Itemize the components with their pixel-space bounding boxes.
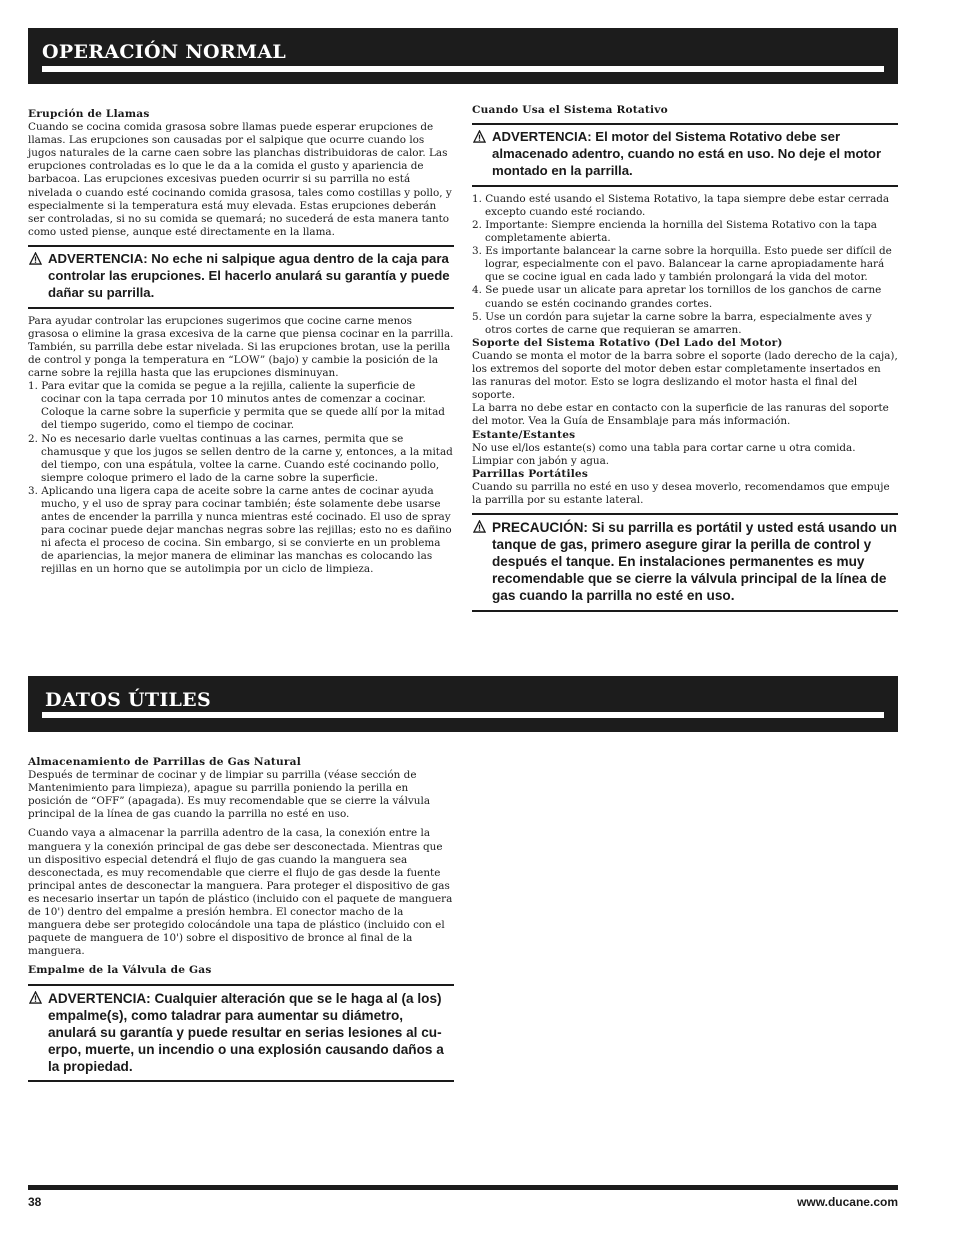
- paragraph: Cuando se cocina comida grasosa sobre llamas puede esperar erupciones de llamas. Las erupciones son causadas por el salpique que ocurre cuando los jugos naturales de la carne caen sobre las planchas distribuidoras de calor. Las erupciones controladas es lo que le da a la comida el gusto y apariencia de barbacoa. Las erupciones excesivas pueden ocurrir si su parrilla no está nivelada o cuando esté cocinando comida grasosa, tales como costillas y pollo, y especialmente si la temperatura está muy elevada. Estas erupciones deberán ser controladas, si no su comida se quemará; no sucederá de esta manera tanto como usted piense, aunque esté directamente en la llama.: [28, 121, 452, 238]
- heading-soporte: Soporte del Sistema Rotativo (Del Lado del Motor): [472, 336, 783, 349]
- page-number: 38: [28, 1195, 42, 1209]
- paragraph: Cuando su parrilla no esté en uso y desea moverlo, recomendamos que empuje la parrilla por su estante lateral.: [472, 480, 890, 506]
- section-title: DATOS ÚTILES: [45, 689, 211, 711]
- paragraph: Después de terminar de cocinar y de limpiar su parrilla (véase sección de Mantenimiento para limpieza), apague su parrilla poniendo la perilla en posición de “OFF” (apagada). Es muy recomendable que se cierre la válvula principal de la línea de gas cuando la parrilla no esté en uso.: [28, 769, 431, 821]
- warning-box: [472, 123, 898, 187]
- banner-underline: [42, 712, 884, 718]
- paragraph: Cuando se monta el motor de la barra sobre el soporte (lado derecho de la caja), los extremos del soporte del motor deben estar completamente insertados en las ranuras del motor. Esto se logra deslizando el motor hasta el final del soporte.: [472, 349, 898, 402]
- footer-rule: [28, 1185, 898, 1190]
- warning-box: [28, 245, 454, 309]
- list-item: 2. Importante: Siempre encienda la hornilla del Sistema Rotativo con la tapa completamente abierta.: [472, 219, 877, 245]
- heading-portatiles: Parrillas Portátiles: [472, 467, 589, 480]
- list-item: 3. Aplicando una ligera capa de aceite sobre la carne antes de cocinar ayuda mucho, y el uso de spray para cocinar también; éste solamente debe usarse antes de encender la parrilla y nunca mientras esté cocinado. El uso de spray para cocinar puede dejar manchas negras sobre las rejillas; esto no es dañino ni afecta el proceso de cocina. Sin embargo, si se convierte en un problema de apariencias, la mejor manera de eliminar las manchas es colocando las rejillas en un horno que se autolimpia por un ciclo de limpieza.: [28, 484, 452, 576]
- right-column: [472, 104, 898, 618]
- website-link[interactable]: www.ducane.com: [797, 1195, 898, 1209]
- caution-box: [472, 513, 898, 611]
- tips-list: [28, 380, 454, 576]
- section-banner-datos: [28, 676, 898, 732]
- paragraph: Cuando vaya a almacenar la parrilla adentro de la casa, la conexión entre la manguera y la conexión principal de gas debe ser desconectada. Mientras que un dispositivo especial detendrá el flujo de gas cuando la manguera sea desconectada, es muy recomendable que cierre el flujo de gas desde la fuente principal antes de desconectar la manguera. Para proteger el dispositivo de gas es necesario insertar un tapón de plástico (incluido con el paquete de manguera de 10') dentro del empalme a presión hembra. El conector macho de la manguera debe ser protegido colocándole una tapa de plástico (incluido con el paquete de manguera de 10') sobre el dispositivo de bronce al final de la manguera.: [28, 827, 453, 958]
- list-item: 1. Cuando esté usando el Sistema Rotativo, la tapa siempre debe estar cerrada excepto cuando esté rociando.: [472, 192, 890, 218]
- datos-column: [28, 756, 454, 1088]
- warning-text: ADVERTENCIA: Cualquier alteración que se le haga al (a los) empalme(s), como taladrar para aumentar su diámetro, anulará su garantía y puede resultar en serias lesiones al cuerpo, muerte, un incendio o una explosión causando daños a la propiedad.: [48, 990, 444, 1074]
- heading-sistema-rotativo: Cuando Usa el Sistema Rotativo: [472, 104, 668, 116]
- section-banner-operacion: [28, 28, 898, 84]
- warning-text: ADVERTENCIA: El motor del Sistema Rotativo debe ser almacenado adentro, cuando no está en uso. No deje el motor montado en la parrilla.: [492, 129, 882, 178]
- rotisserie-list: [472, 193, 898, 337]
- list-item: 5. Use un cordón para sujetar la carne sobre la barra, especialmente aves y otros cortes de carne que requieran se amarren.: [472, 310, 872, 336]
- warning-box: [28, 984, 454, 1082]
- caution-text: PRECAUCIÓN: Si su parrilla es portátil y usted está usando un tanque de gas, primero asegure girar la perilla de control y después el tanque. En instalaciones permanentes es muy recomendable que se cierre la válvula principal de la línea de gas cuando la parrilla no esté en uso.: [492, 520, 897, 604]
- section-title: OPERACIÓN NORMAL: [42, 41, 287, 63]
- list-item: 3. Es importante balancear la carne sobre la horquilla. Esto puede ser difícil de lograr, especialmente con el pavo. Balancear la carne apropiadamente hará que se cocine igual en cada lado y también prolongará la vida del motor.: [472, 245, 892, 284]
- paragraph: Para ayudar controlar las erupciones sugerimos que cocine carne menos grasosa o elimine la grasa excesiva de la carne que piensa cocinar en la parrilla. También, su parrilla debe estar nivelada. Si las erupciones brotan, use la perilla de control y ponga la temperatura en “LOW” (bajo) y cambie la posición de la carne sobre la rejilla hasta que las erupciones disminuyan.: [28, 314, 454, 380]
- paragraph: La barra no debe estar en contacto con la superficie de las ranuras del soporte del motor. Vea la Guía de Ensamblaje para más información.: [472, 402, 889, 428]
- warning-icon: [29, 991, 42, 1004]
- list-item: 1. Para evitar que la comida se pegue a la rejilla, caliente la superficie de cocinar con la tapa cerrada por 10 minutos antes de comenzar a cocinar. Coloque la carne sobre la superficie y permita que se quede allí por la mitad del tiempo sugerido, como el tiempo de cocinar.: [28, 380, 445, 432]
- heading-erupcion: Erupción de Llamas: [28, 108, 150, 120]
- heading-empalme: Empalme de la Válvula de Gas: [28, 964, 212, 977]
- warning-icon: [473, 520, 486, 533]
- list-item: 4. Se puede usar un alicate para apretar los tornillos de los ganchos de carne cuando se estén cocinando grandes cortes.: [472, 284, 882, 310]
- warning-icon: [29, 252, 42, 265]
- left-column: [28, 108, 454, 577]
- warning-icon: [473, 130, 486, 143]
- banner-underline: [42, 66, 884, 72]
- warning-text: ADVERTENCIA: No eche ni salpique agua dentro de la caja para controlar las erupciones. El hacerlo anulará su garantía y puede dañar su parrilla.: [48, 250, 450, 300]
- heading-estantes: Estante/Estantes: [472, 428, 576, 441]
- paragraph: No use el/los estante(s) como una tabla para cortar carne u otra comida. Limpiar con jabón y agua.: [472, 441, 856, 467]
- list-item: 2. No es necesario darle vueltas continuas a las carnes, permita que se chamusque y que los jugos se sellen dentro de la carne y, entonces, a la mitad del tiempo, con una espátula, voltee la carne. Cuando esté cocinando pollo, siempre coloque primero el lado de la carne sobre la superficie.: [28, 432, 453, 484]
- heading-almacenamiento: Almacenamiento de Parrillas de Gas Natural: [28, 756, 301, 768]
